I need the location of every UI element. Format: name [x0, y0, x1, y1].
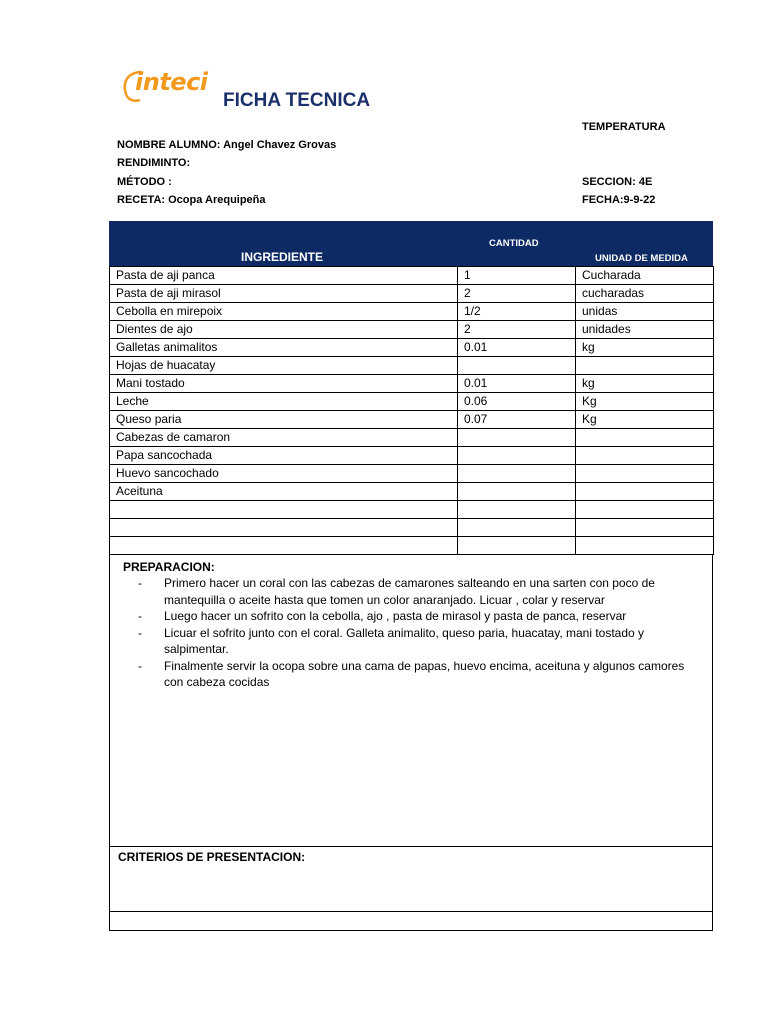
- ingredient-cell: Hojas de huacatay: [110, 357, 458, 375]
- unidad-cell: [576, 483, 714, 501]
- cantidad-cell: 1: [458, 267, 576, 285]
- step-text: Luego hacer un sofrito con la cebolla, ajo , pasta de mirasol y pasta de panca, reservar: [164, 609, 627, 623]
- unidad-cell: kg: [576, 375, 714, 393]
- header-ingrediente: INGREDIENTE: [241, 250, 324, 264]
- cantidad-cell: [458, 537, 576, 555]
- cantidad-cell: 0.06: [458, 393, 576, 411]
- ingredient-cell: Pasta de aji mirasol: [110, 285, 458, 303]
- cantidad-cell: 2: [458, 285, 576, 303]
- cantidad-cell: [458, 447, 576, 465]
- unidad-cell: Kg: [576, 393, 714, 411]
- table-row: [110, 321, 714, 339]
- cantidad-cell: 0.01: [458, 339, 576, 357]
- table-row: [110, 501, 714, 519]
- unidad-cell: cucharadas: [576, 285, 714, 303]
- table-row: [110, 267, 714, 285]
- unidad-cell: [576, 519, 714, 537]
- table-row: [110, 447, 714, 465]
- ingredient-cell: Leche: [110, 393, 458, 411]
- logo-text: inteci: [135, 68, 208, 96]
- unidad-cell: Cucharada: [576, 267, 714, 285]
- table-row: [110, 285, 714, 303]
- seccion-label: SECCION: 4E: [582, 176, 653, 188]
- table-row: [110, 429, 714, 447]
- ingredients-table: [109, 221, 713, 931]
- unidad-cell: [576, 501, 714, 519]
- preparacion-steps: [138, 575, 698, 691]
- cantidad-cell: 1/2: [458, 303, 576, 321]
- ingredient-cell: [110, 519, 458, 537]
- ingredient-cell: Pasta de aji panca: [110, 267, 458, 285]
- cantidad-cell: [458, 357, 576, 375]
- table-row: [110, 303, 714, 321]
- temperatura-label: TEMPERATURA: [582, 121, 666, 133]
- list-item: - Licuar el sofrito junto con el coral. Galleta animalito, queso paria, huacatay, mani tostado y salpimentar.: [138, 625, 645, 656]
- table-row: [110, 393, 714, 411]
- step-text: Finalmente servir la ocopa sobre una cama de papas, huevo encima, aceituna y algunos camores con cabeza cocidas: [164, 658, 685, 689]
- ingredient-cell: Queso paria: [110, 411, 458, 429]
- cantidad-cell: [458, 465, 576, 483]
- cantidad-cell: [458, 519, 576, 537]
- fecha-label: FECHA:9-9-22: [582, 194, 656, 206]
- table-row: [110, 357, 714, 375]
- list-item: - Luego hacer un sofrito con la cebolla, ajo , pasta de mirasol y pasta de panca, reservar: [138, 609, 627, 623]
- header-cantidad: CANTIDAD: [489, 238, 539, 249]
- table-header: [109, 221, 713, 266]
- unidad-cell: kg: [576, 339, 714, 357]
- ingredients-grid: [109, 266, 714, 555]
- ingredient-cell: Dientes de ajo: [110, 321, 458, 339]
- step-text: Licuar el sofrito junto con el coral. Galleta animalito, queso paria, huacatay, mani tostado y salpimentar.: [164, 625, 645, 656]
- footer-row: [109, 912, 713, 931]
- page-title: FICHA TECNICA: [223, 90, 371, 111]
- list-item: - Finalmente servir la ocopa sobre una cama de papas, huevo encima, aceituna y algunos camores con cabeza cocidas: [138, 658, 685, 689]
- table-row: [110, 339, 714, 357]
- cantidad-cell: [458, 501, 576, 519]
- receta-label: RECETA: Ocopa Arequipeña: [117, 194, 266, 206]
- ingredient-cell: Cebolla en mirepoix: [110, 303, 458, 321]
- cantidad-cell: 2: [458, 321, 576, 339]
- unidad-cell: [576, 465, 714, 483]
- table-row: [110, 519, 714, 537]
- unidad-cell: unidades: [576, 321, 714, 339]
- cantidad-cell: 0.07: [458, 411, 576, 429]
- step-text: Primero hacer un coral con las cabezas de camarones salteando en una sarten con poco de mantequilla o aceite hasta que tomen un color anaranjado. Licuar , colar y reservar: [164, 576, 655, 607]
- unidad-cell: [576, 429, 714, 447]
- header-unidad: UNIDAD DE MEDIDA: [595, 253, 688, 264]
- cantidad-cell: [458, 483, 576, 501]
- ingredient-cell: Cabezas de camaron: [110, 429, 458, 447]
- table-row: [110, 465, 714, 483]
- cantidad-cell: 0.01: [458, 375, 576, 393]
- ingredient-cell: Aceituna: [110, 483, 458, 501]
- ingredient-cell: Huevo sancochado: [110, 465, 458, 483]
- unidad-cell: Kg: [576, 411, 714, 429]
- metodo-label: MÉTODO :: [117, 176, 172, 188]
- table-row: [110, 411, 714, 429]
- ingredient-cell: [110, 537, 458, 555]
- ingredient-cell: Galletas animalitos: [110, 339, 458, 357]
- unidad-cell: [576, 357, 714, 375]
- nombre-alumno: NOMBRE ALUMNO: Angel Chavez Grovas: [117, 139, 337, 151]
- table-row: [110, 537, 714, 555]
- unidad-cell: [576, 447, 714, 465]
- criterios-section: [109, 847, 713, 912]
- ingredient-cell: Papa sancochada: [110, 447, 458, 465]
- cantidad-cell: [458, 429, 576, 447]
- rendimiento-label: RENDIMINTO:: [117, 157, 191, 169]
- unidad-cell: unidas: [576, 303, 714, 321]
- table-row: [110, 483, 714, 501]
- ingredient-cell: Mani tostado: [110, 375, 458, 393]
- list-item: - Primero hacer un coral con las cabezas de camarones salteando en una sarten con poco de mantequilla o aceite hasta que tomen un color anaranjado. Licuar , colar y reservar: [138, 576, 655, 607]
- unidad-cell: [576, 537, 714, 555]
- preparacion-section: [109, 555, 713, 847]
- preparacion-title: PREPARACION:: [123, 560, 215, 574]
- criterios-title: CRITERIOS DE PRESENTACION:: [118, 850, 306, 864]
- ingredient-cell: [110, 501, 458, 519]
- table-row: [110, 375, 714, 393]
